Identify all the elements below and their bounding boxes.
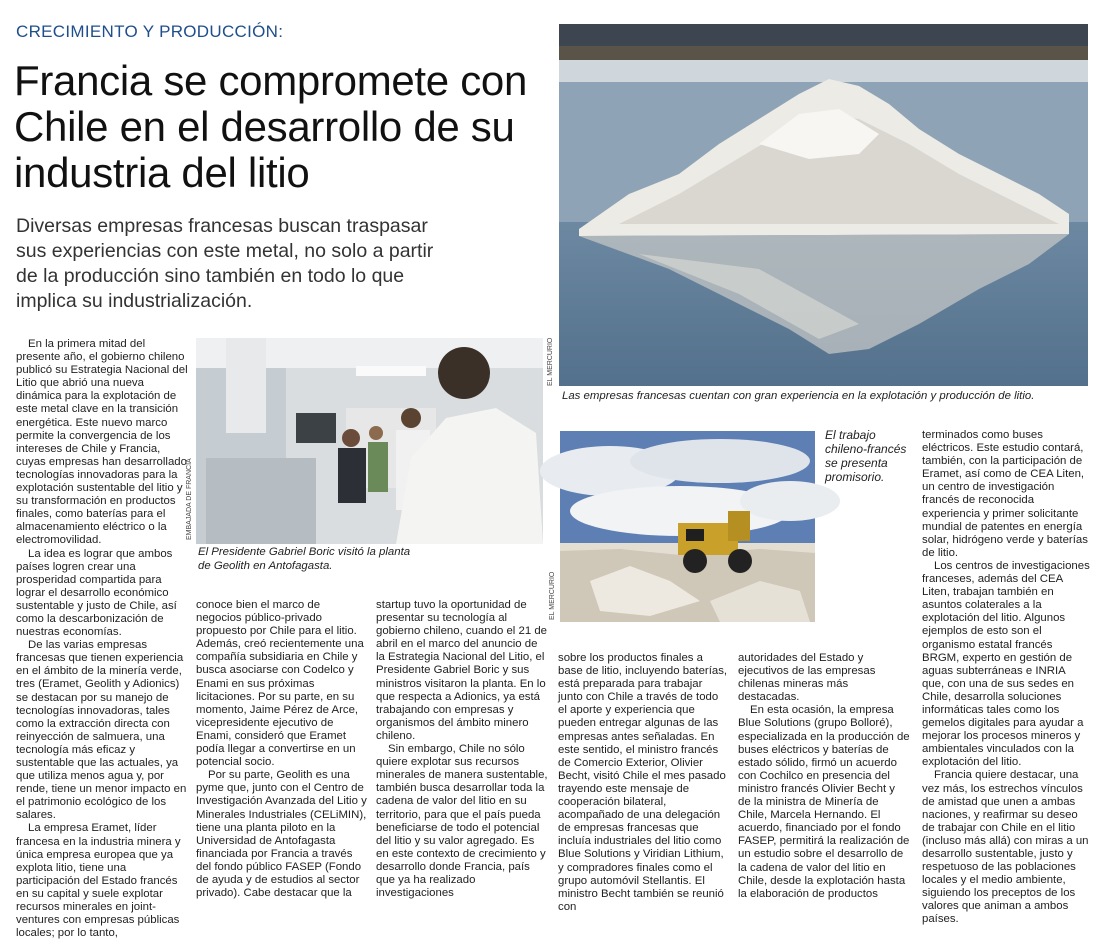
pull-quote: El trabajo chileno-francés se presenta promisorio.: [825, 428, 907, 484]
lab-visit-photo: [196, 338, 543, 544]
salt-pile-illustration: [559, 24, 1088, 386]
body-paragraph: De las varias empresas francesas que tienen experiencia en el ámbito de la minería verde, tres (Eramet, Geolith y Adionics) se destacan por su manejo de tecnologías innovadoras, tales como la extracción directa con reinyección de salmuera, una tecnología más eficaz y sustentable que las actuales, ya que utiliza menos agua y, por rende, tiene un menor impacto en el patrimonio ecológico de los salares.: [16, 639, 187, 822]
body-paragraph: Sin embargo, Chile no sólo quiere explotar sus recursos minerales de manera sustentable, también busca desarrollar toda la cadena de valor del litio en su territorio, para que el país pueda beneficiarse de todo el potencial del litio y su valor agregado. Es en este contexto de crecimiento y desarrollo donde Francia, país que ya ha realizado investigaciones: [376, 743, 548, 900]
truck-photo: [560, 431, 815, 622]
body-paragraph: autoridades del Estado y ejecutivos de las empresas chilenas mineras más destacadas.: [738, 652, 876, 704]
body-column-4: [558, 652, 730, 913]
salt-pile-photo: [559, 24, 1088, 386]
body-paragraph: La idea es lograr que ambos países logren crear una prosperidad compartida para lograr el desarrollo económico sustentable y justo de Chile, así como la descarbonización de nuestras economías.: [16, 547, 177, 639]
article-headline: Francia se compromete con Chile en el desarrollo de su industria del litio: [14, 57, 528, 196]
body-paragraph: Francia quiere destacar, una vez más, los estrechos vínculos de amistad que unen a ambas naciones, y reafirmar su deseo de trabajar con Chile en el litio (incluso más allá) con miras a un desarrollo sustentable, justo y respetuoso de las poblaciones locales y el medio ambiente, siguiendo los preceptos de los valores que animan a ambos países.: [922, 769, 1089, 926]
body-paragraph: En esta ocasión, la empresa Blue Solutions (grupo Bolloré), especializada en la producción de buses eléctricos y baterías de estado sólido, firmó un acuerdo con Cochilco en presencia del ministro francés Olivier Becht y de la ministra de Minería de Chile, Marcela Hernando. El acuerdo, financiado por el fondo FASEP, permitirá la realización de un estudio sobre el desarrollo de la cadena de valor del litio en Chile, desde la explotación hasta la elaboración de productos: [738, 704, 910, 900]
section-kicker: CRECIMIENTO Y PRODUCCIÓN:: [16, 22, 284, 41]
lab-visit-illustration: [196, 338, 543, 544]
body-column-5: [738, 652, 910, 900]
salt-pile-caption: Las empresas francesas cuentan con gran experiencia en la explotación y producción de litio.: [562, 390, 1035, 402]
body-paragraph: La empresa Eramet, líder francesa en la industria minera y única empresa europea que ya explota litio, tiene una participación del Estado francés en su capital y suele explotar recursos minerales en joint-ventures con empresas públicas locales; por lo tanto,: [16, 822, 181, 940]
salt-pile-credit: EL MERCURIO: [547, 337, 554, 386]
body-paragraph: conoce bien el marco de negocios público-privado propuesto por Chile para el litio. Además, creó recientemente una compañía subsidiaria en Chile y busca asociarse con Codelco y Enami en sus próximas licitaciones. Por su parte, en su momento, Jaime Pérez de Arce, vicepresidente ejecutivo de Enami, consideró que Eramet podía llegar a convertirse en un potencial socio.: [196, 599, 364, 769]
body-paragraph: startup tuvo la oportunidad de presentar su tecnología al gobierno chileno, cuando el 21 de abril en el marco del anuncio de la Estrategia Nacional del Litio, el Presidente Gabriel Boric y sus ministros visitaron la planta. En lo que respecta a Adionics, ya está trabajando con empresas y organismos del ámbito minero chileno.: [376, 599, 547, 742]
body-paragraph: En la primera mitad del presente año, el gobierno chileno publicó su Estrategia Nacional del Litio que abrió una nueva dinámica para la explotación de este metal clave en la transición energética. Este nuevo marco permite la convergencia de los intereses de Chile y Francia, cuyas empresas han desarrollado tecnologías innovadoras para la explotación sustentable del litio y su transformación en productos finales, como baterías para el almacenamiento eléctrico o la electromovilidad.: [16, 338, 188, 547]
truck-credit: EL MERCURIO: [549, 571, 556, 620]
body-paragraph: terminados como buses eléctricos. Este estudio contará, también, con la participación de Eramet, así como de CEA Liten, un centro de investigación francés de reconocida experiencia y primer solicitante mundial de patentes en energía solar, hidrógeno verde y baterías de litio.: [922, 429, 1088, 559]
lab-visit-credit: EMBAJADA DE FRANCIA: [186, 458, 193, 540]
body-column-2: [196, 599, 368, 900]
body-column-3: [376, 599, 548, 900]
body-paragraph: sobre los productos finales a base de litio, incluyendo baterías, está preparada para trabajar junto con Chile a través de todo el aporte y experiencia que pueden entregar algunas de las empresas antes señaladas. En este sentido, el ministro francés de Comercio Exterior, Olivier Becht, visitó Chile el mes pasado trayendo este mensaje de cooperación bilateral, acompañado de una delegación de empresas francesas que incluía industriales del litio como Blue Solutions y Viridian Lithium, y compradores finales como el grupo automóvil Stellantis. El ministro Becht también se reunió con: [558, 652, 728, 913]
body-column-6: [922, 429, 1090, 926]
truck-illustration: [560, 431, 815, 622]
body-column-1: [16, 338, 188, 940]
article-deck: Diversas empresas francesas buscan traspasar sus experiencias con este metal, no solo a partir de la producción sino también en todo lo que implica su industrialización.: [16, 215, 434, 312]
body-paragraph: Por su parte, Geolith es una pyme que, junto con el Centro de Investigación Avanzada del Litio y Minerales Industriales (CELiMIN), tiene una planta piloto en la Universidad de Antofagasta financiada por Francia a través del fondo público FASEP (Fondo de ayuda y de estudios al sector privado). Cabe destacar que la: [196, 769, 367, 900]
body-paragraph: Los centros de investigaciones franceses, además del CEA Liten, trabajan también en asuntos colaterales a la explotación del litio. Algunos ejemplos de esto son el organismo estatal francés BRGM, experto en gestión de aguas subterráneas e INRIA que, con una de sus sedes en Chile, desarrolla soluciones informáticas tales como los gemelos digitales para ayudar a mejorar los procesos mineros y ambientales vinculados con la explotación del litio.: [922, 559, 1090, 769]
lab-visit-caption: El Presidente Gabriel Boric visitó la planta de Geolith en Antofagasta.: [198, 546, 411, 572]
